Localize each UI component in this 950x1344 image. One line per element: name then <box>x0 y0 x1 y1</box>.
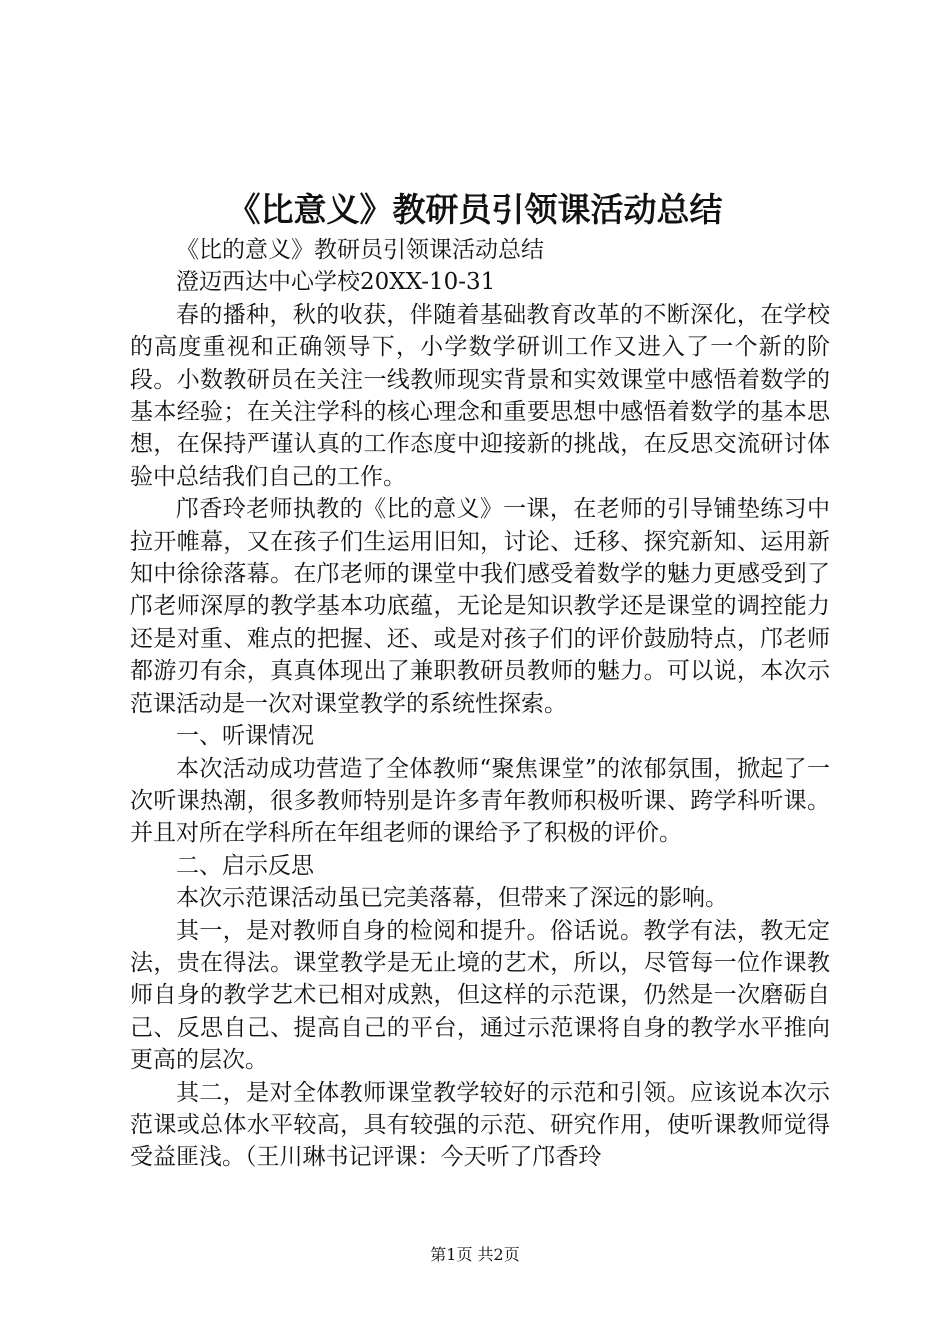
body-paragraph: 其二，是对全体教师课堂教学较好的示范和引领。应该说本次示范课或总体水平较高，具有较强的示范、研究作用，使听课教师觉得受益匪浅。（王川琳书记评课：今天听了邝香玲 <box>130 1079 830 1171</box>
body-paragraph: 其一，是对教师自身的检阅和提升。俗话说。教学有法，教无定法，贵在得法。课堂教学是无止境的艺术，所以，尽管每一位作课教师自身的教学艺术已相对成熟，但这样的示范课，仍然是一次磨砺自己、反思自己、提高自己的平台，通过示范课将自身的教学水平推向更高的层次。 <box>130 917 830 1074</box>
document-title: 《比意义》教研员引领课活动总结 <box>227 190 723 229</box>
subtitle-paragraph: 《比的意义》教研员引领课活动总结 <box>176 237 544 263</box>
page-footer: 第1页 共2页 <box>430 1245 520 1264</box>
document-body <box>130 234 830 1174</box>
body-paragraph: 本次活动成功营造了全体教师“聚焦课堂”的浓郁氛围，掀起了一次听课热潮，很多教师特别是许多青年教师积极听课、跨学科听课。并且对所在学科所在年组老师的课给予了积极的评价。 <box>130 755 830 847</box>
section-heading: 一、听课情况 <box>176 723 314 750</box>
body-paragraph: 春的播种，秋的收获，伴随着基础教育改革的不断深化，在学校的高度重视和正确领导下，小学数学研训工作又进入了一个新的阶段。小数教研员在关注一线教师现实背景和实效课堂中感悟着数学的基本经验；在关注学科的核心理念和重要思想中感悟着数学的基本思想，在保持严谨认真的工作态度中迎接新的挑战，在反思交流研讨体验中总结我们自己的工作。 <box>130 301 830 490</box>
body-paragraph: 本次示范课活动虽已完美落幕，但带来了深远的影响。 <box>176 885 728 912</box>
section-heading: 二、启示反思 <box>176 852 314 879</box>
school-date-line: 澄迈西达中心学校20XX-10-31 <box>176 269 496 296</box>
body-paragraph: 邝香玲老师执教的《比的意义》一课，在老师的引导铺垫练习中拉开帷幕，又在孩子们生运用旧知，讨论、迁移、探究新知、运用新知中徐徐落幕。在邝老师的课堂中我们感受着数学的魅力更感受到了邝老师深厚的教学基本功底蕴，无论是知识教学还是课堂的调控能力还是对重、难点的把握、还、或是对孩子们的评价鼓励特点，邝老师都游刃有余，真真体现出了兼职教研员教师的魅力。可以说，本次示范课活动是一次对课堂教学的系统性探索。 <box>130 496 830 717</box>
